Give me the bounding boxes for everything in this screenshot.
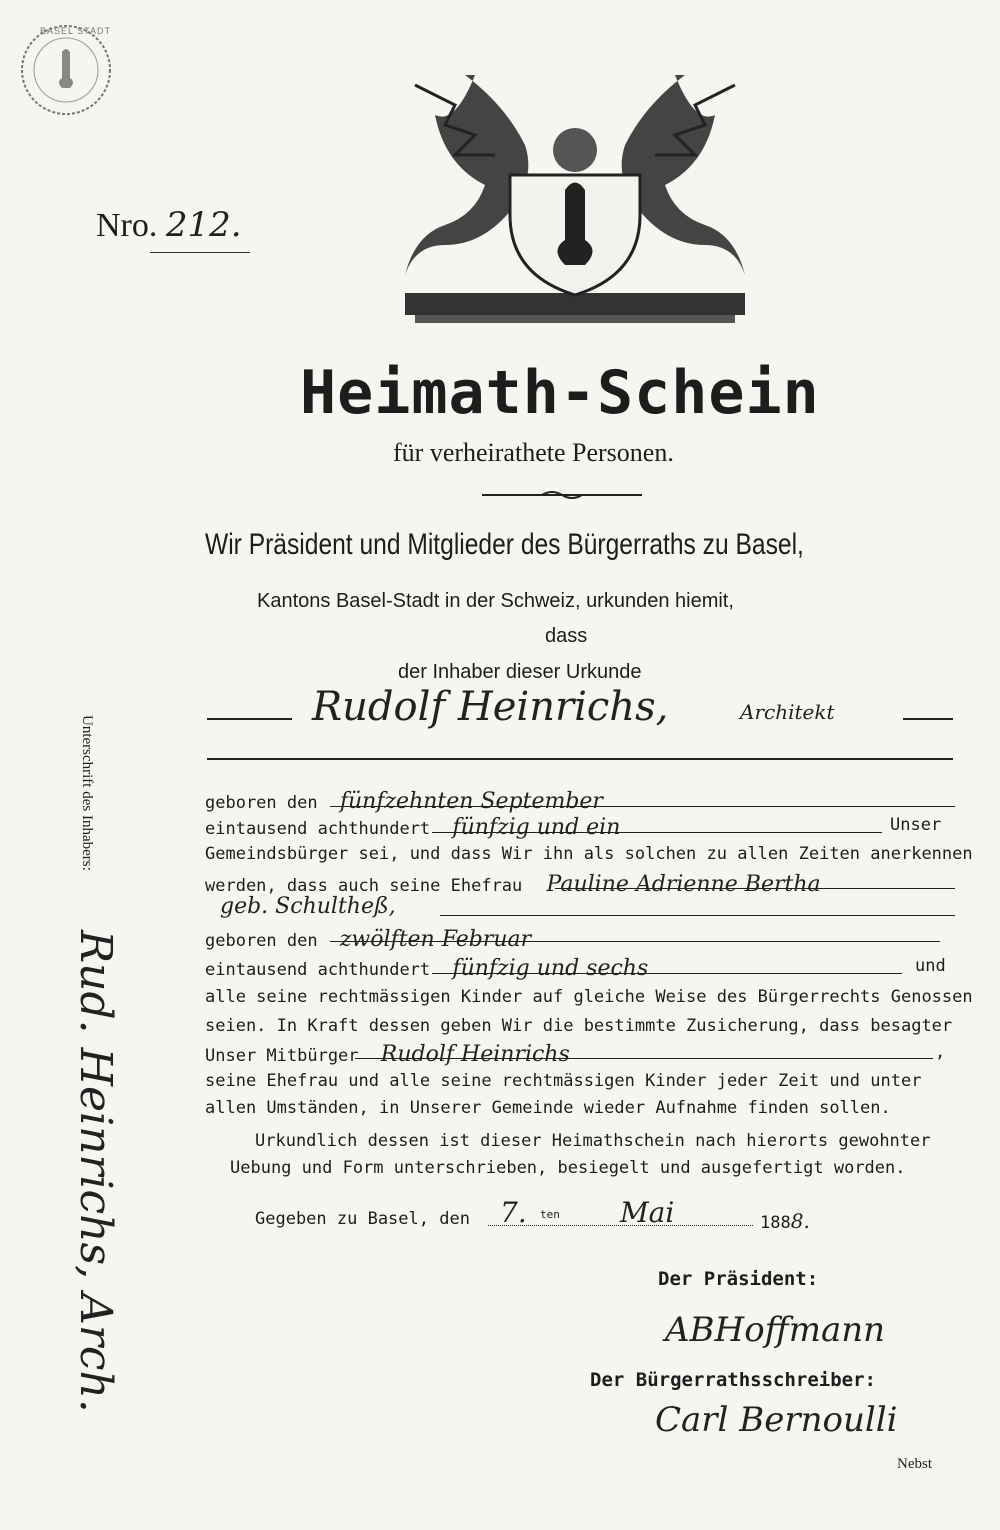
wife-born-value: zwölften Februar [339, 927, 532, 952]
date-underline [488, 1225, 753, 1226]
born-label: geboren den [205, 793, 318, 813]
body-line-3: Gemeindsbürger sei, und dass Wir ihn als solchen zu allen Zeiten anerkennen [205, 844, 973, 864]
nebst-text: Nebst [897, 1456, 932, 1472]
body-line-13: allen Umständen, in Unserer Gemeinde wieder Aufnahme finden sollen. [205, 1098, 891, 1118]
date-day: 7. [500, 1196, 527, 1229]
wife-born-label: geboren den [205, 931, 318, 951]
year-value: fünfzig und ein [452, 815, 621, 840]
subheading: Kantons Basel-Stadt in der Schweiz, urkunden hiemit, [257, 590, 734, 612]
mitbuerger-comma: , [935, 1042, 946, 1062]
body-line-9: alle seine rechtmässigen Kinder auf gleiche Weise des Bürgerrechts Genossen [205, 987, 973, 1007]
body-line-10: seien. In Kraft dessen geben Wir die bestimmte Zusicherung, dass besagter [205, 1016, 953, 1036]
body-line-12: seine Ehefrau und alle seine rechtmässigen Kinder jeder Zeit und unter [205, 1071, 922, 1091]
president-signature: ABHoffmann [665, 1310, 886, 1350]
clerk-label: Der Bürgerrathsschreiber: [590, 1369, 876, 1391]
seal-text: BASEL STADT [40, 26, 112, 36]
wife-year-prefix: eintausend achthundert [205, 960, 431, 980]
wife-underline [555, 888, 955, 889]
maiden-underline [440, 915, 955, 916]
number-label: Nro. [96, 207, 158, 244]
holder-name: Rudolf Heinrichs, [312, 684, 669, 730]
ornament-divider [482, 486, 642, 498]
unser-text: Unser [890, 815, 942, 835]
year-prefix: eintausend achthundert [205, 819, 431, 839]
dass-text: dass [545, 625, 588, 647]
date-month: Mai [620, 1196, 675, 1229]
date-year-printed: 188 [760, 1213, 791, 1233]
holder-line-left [207, 718, 292, 720]
heading: Wir Präsident und Mitglieder des Bürgerraths zu Basel, [205, 528, 804, 561]
president-label: Der Präsident: [658, 1268, 819, 1290]
margin-label: Unterschrift des Inhabers: [79, 715, 95, 871]
born-underline [330, 806, 955, 807]
wife-year-value: fünfzig und sechs [452, 956, 649, 981]
mitbuerger-prefix: Unser Mitbürger [205, 1046, 359, 1066]
year-underline [432, 832, 882, 833]
document-title: Heimath-Schein [300, 358, 820, 428]
body-line-14: Urkundlich dessen ist dieser Heimathschein nach hierorts gewohnter [255, 1131, 931, 1151]
basel-dragons-crest-icon [395, 55, 755, 330]
und-text: und [915, 956, 946, 976]
date-ten: ten [540, 1208, 560, 1221]
wife-maiden: geb. Schultheß, [220, 894, 396, 919]
clerk-signature: Carl Bernoulli [655, 1400, 898, 1440]
body-line-15: Uebung und Form unterschrieben, besiegelt und ausgefertigt worden. [230, 1158, 906, 1178]
wife-year-underline [432, 973, 902, 974]
holder-line-second [207, 758, 953, 760]
date-prefix: Gegeben zu Basel, den [255, 1209, 470, 1229]
document-subtitle: für verheirathete Personen. [393, 438, 674, 467]
number-value: 212. [165, 205, 242, 245]
wife-prefix: werden, dass auch seine Ehefrau [205, 876, 523, 896]
mitbuerger-underline [355, 1058, 933, 1059]
born-value: fünfzehnten September [339, 789, 603, 814]
holder-intro: der Inhaber dieser Urkunde [398, 661, 642, 683]
mitbuerger-name: Rudolf Heinrichs [380, 1042, 570, 1067]
number-underline [150, 252, 250, 253]
wife-name: Pauline Adrienne Bertha [546, 872, 821, 897]
date-year-hand: 8. [790, 1209, 810, 1233]
margin-signature: Rud. Heinrichs, Arch. [70, 930, 121, 1413]
holder-profession: Architekt [740, 700, 835, 724]
seal-stamp [18, 22, 114, 118]
holder-line-right [903, 718, 953, 720]
wife-born-underline [330, 941, 940, 942]
